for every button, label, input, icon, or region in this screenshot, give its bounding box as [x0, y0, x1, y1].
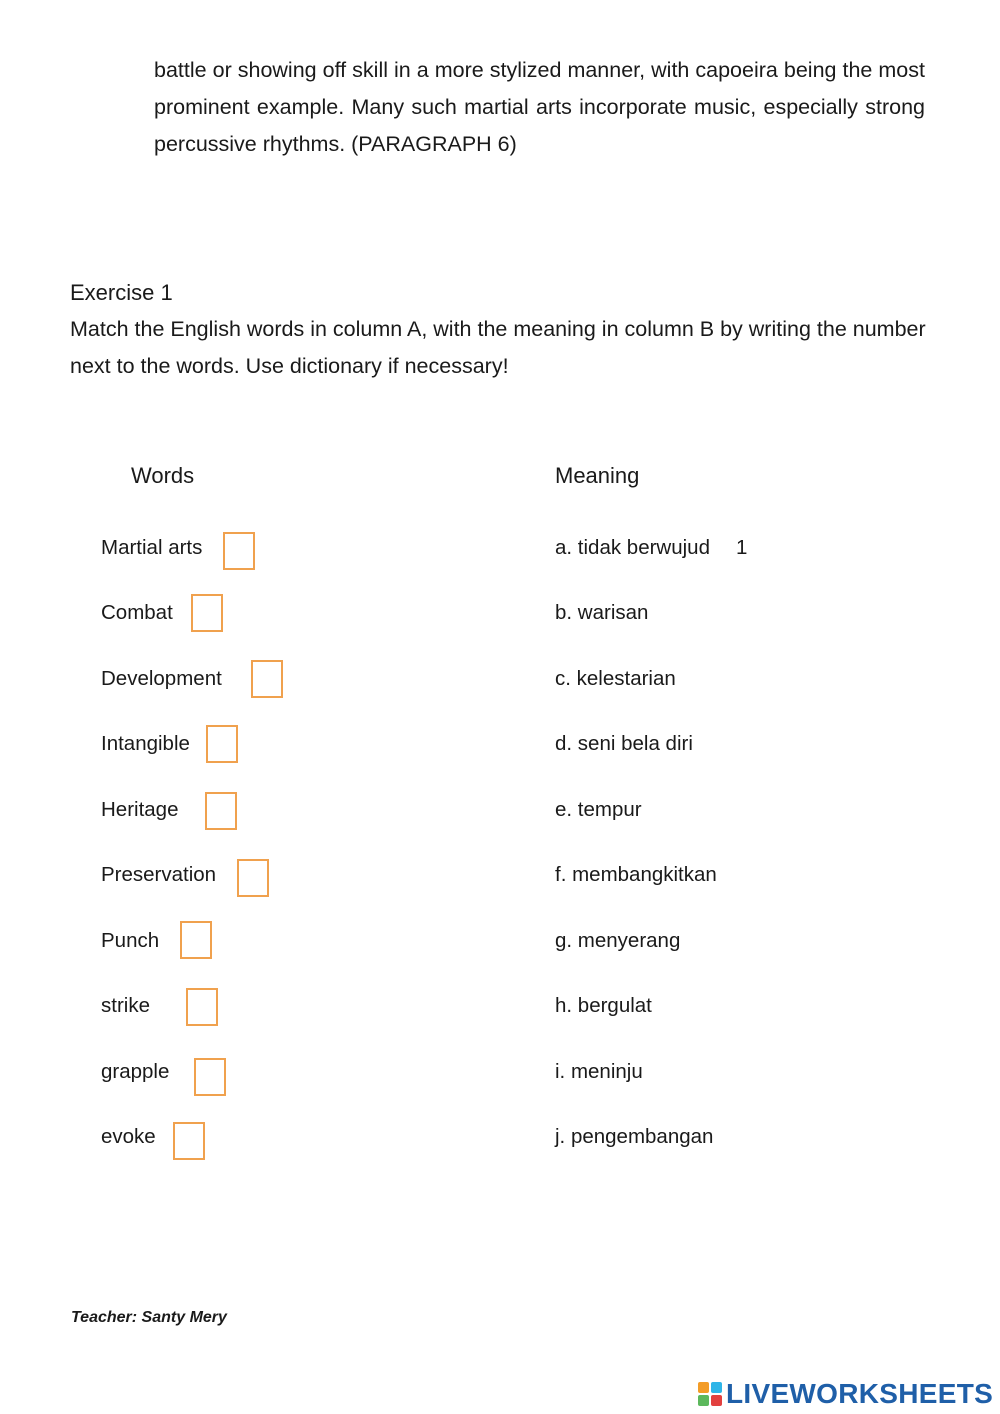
meaning-item: a. tidak berwujud — [555, 536, 710, 559]
answer-box-development[interactable] — [251, 660, 283, 698]
answer-box-punch[interactable] — [180, 921, 212, 959]
meaning-item: j. pengembangan — [555, 1125, 714, 1148]
meaning-number: 1 — [736, 536, 748, 559]
teacher-credit: Teacher: Santy Mery — [71, 1309, 227, 1326]
word-item: Combat — [101, 601, 173, 624]
answer-box-combat[interactable] — [191, 594, 223, 632]
meaning-item: e. tempur — [555, 798, 642, 821]
meaning-item: b. warisan — [555, 601, 649, 624]
word-item: Martial arts — [101, 536, 203, 559]
word-item: evoke — [101, 1125, 156, 1148]
meaning-item: f. membangkitkan — [555, 863, 717, 886]
answer-box-preservation[interactable] — [237, 859, 269, 897]
word-item: Development — [101, 667, 222, 690]
answer-box-heritage[interactable] — [205, 792, 237, 830]
reading-paragraph: battle or showing off skill in a more stylized manner, with capoeira being the most prominent example. Many such martial arts incorporate music, especially strong percussive rhythms. (PARAGRAPH 6) — [154, 58, 925, 156]
exercise-instructions: Match the English words in column A, with the meaning in column B by writing the number next to the words. Use dictionary if necessary! — [70, 317, 926, 378]
answer-box-strike[interactable] — [186, 988, 218, 1026]
word-item: Intangible — [101, 732, 190, 755]
meaning-item: d. seni bela diri — [555, 732, 693, 755]
answer-box-intangible[interactable] — [206, 725, 238, 763]
word-item: Punch — [101, 929, 160, 952]
meaning-item: h. bergulat — [555, 994, 652, 1017]
answer-box-evoke[interactable] — [173, 1122, 205, 1160]
words-column-header: Words — [131, 463, 195, 488]
word-item: grapple — [101, 1060, 170, 1083]
meaning-item: i. meninju — [555, 1060, 643, 1083]
answer-box-grapple[interactable] — [194, 1058, 226, 1096]
word-item: strike — [101, 994, 150, 1017]
liveworksheets-logo[interactable] — [698, 1374, 993, 1414]
answer-box-martial-arts[interactable] — [223, 532, 255, 570]
logo-text: LIVEWORKSHEETS — [726, 1378, 994, 1409]
meaning-item: c. kelestarian — [555, 667, 676, 690]
meaning-item: g. menyerang — [555, 929, 681, 952]
meaning-column-header: Meaning — [555, 463, 640, 488]
word-item: Preservation — [101, 863, 217, 886]
logo-grid-icon — [698, 1382, 722, 1406]
word-item: Heritage — [101, 798, 179, 821]
exercise-title: Exercise 1 — [70, 280, 173, 305]
